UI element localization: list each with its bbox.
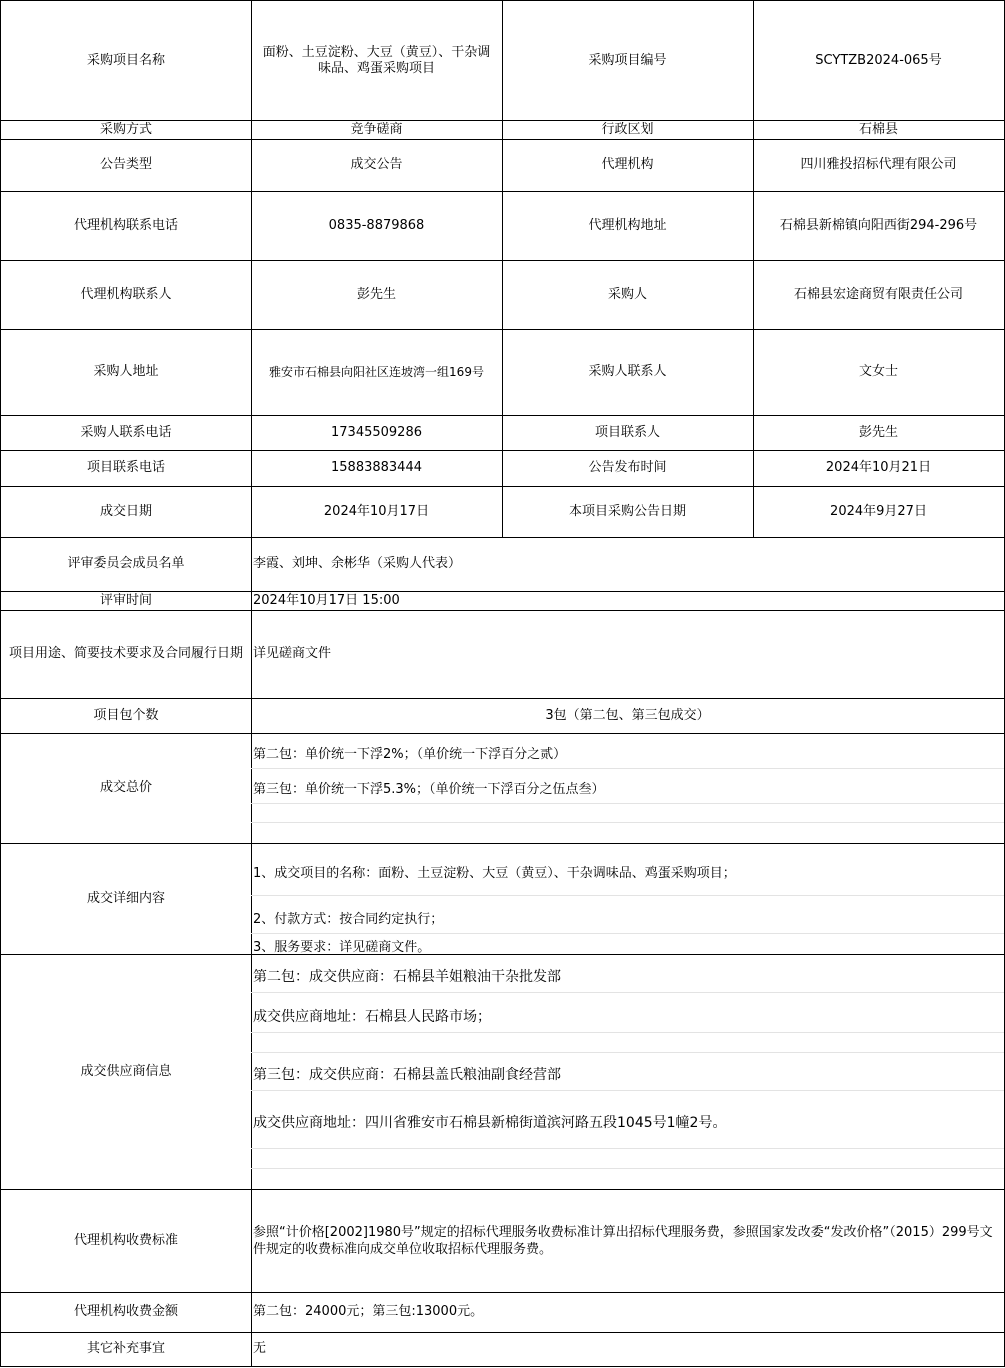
label-fee-amount: 代理机构收费金额 [0, 1292, 252, 1333]
label-method: 采购方式 [0, 120, 252, 140]
value-supplier [251, 954, 1005, 1190]
value-deal-date: 2024年10月17日 [251, 486, 503, 538]
value-agency-contact: 彭先生 [251, 260, 503, 330]
row-project-name [0, 0, 1005, 121]
grid-line [251, 1090, 1004, 1091]
label-agency-contact: 代理机构联系人 [0, 260, 252, 330]
value-publish-time: 2024年10月21日 [753, 450, 1005, 487]
grid-line [251, 1168, 1004, 1169]
label-project-number: 采购项目编号 [502, 0, 754, 121]
grid-line [251, 895, 1004, 896]
label-review-time: 评审时间 [0, 591, 252, 611]
label-package-count: 项目包个数 [0, 698, 252, 734]
value-detail [251, 843, 1005, 955]
grid-line [251, 822, 1004, 823]
value-purchaser: 石棉县宏途商贸有限责任公司 [753, 260, 1005, 330]
value-project-contact: 彭先生 [753, 415, 1005, 451]
total-price-line: 第二包：单价统一下浮2%；（单价统一下浮百分之贰） [253, 747, 567, 762]
value-review-committee: 李霞、刘坤、余彬华（采购人代表） [251, 537, 1005, 592]
label-project-use: 项目用途、简要技术要求及合同履行日期 [0, 610, 252, 699]
row-purchaser-address [0, 329, 1005, 416]
value-agency-address: 石棉县新棉镇向阳西街294-296号 [753, 191, 1005, 261]
total-price-line: 第三包：单价统一下浮5.3%；（单价统一下浮百分之伍点叁） [253, 782, 605, 797]
supplier-line: 第三包：成交供应商：石棉县盖氏粮油副食经营部 [253, 1067, 561, 1083]
row-review-committee [0, 537, 1005, 592]
label-project-name: 采购项目名称 [0, 0, 252, 121]
label-purchaser-contact: 采购人联系人 [502, 329, 754, 416]
row-review-time [0, 591, 1005, 611]
row-total-price [0, 733, 1005, 844]
label-deal-date: 成交日期 [0, 486, 252, 538]
row-purchaser-phone [0, 415, 1005, 451]
label-notice-type: 公告类型 [0, 139, 252, 192]
value-notice-type: 成交公告 [251, 139, 503, 192]
value-agency-phone: 0835-8879868 [251, 191, 503, 261]
value-agency: 四川雅投招标代理有限公司 [753, 139, 1005, 192]
grid-line [251, 933, 1004, 934]
value-project-use: 详见磋商文件 [251, 610, 1005, 699]
value-other: 无 [251, 1332, 1005, 1367]
label-region: 行政区划 [502, 120, 754, 140]
row-detail [0, 843, 1005, 955]
detail-line: 1、成交项目的名称：面粉、土豆淀粉、大豆（黄豆）、干杂调味品、鸡蛋采购项目； [253, 866, 736, 881]
row-agency-phone [0, 191, 1005, 261]
value-total-price [251, 733, 1005, 844]
label-review-committee: 评审委员会成员名单 [0, 537, 252, 592]
label-purchaser: 采购人 [502, 260, 754, 330]
value-project-name: 面粉、土豆淀粉、大豆（黄豆）、干杂调味品、鸡蛋采购项目 [251, 0, 503, 121]
label-fee-standard: 代理机构收费标准 [0, 1189, 252, 1293]
supplier-line: 第二包：成交供应商：石棉县羊姐粮油干杂批发部 [253, 969, 561, 985]
value-project-phone: 15883883444 [251, 450, 503, 487]
value-purchaser-contact: 文女士 [753, 329, 1005, 416]
grid-line [251, 1148, 1004, 1149]
grid-line [251, 803, 1004, 804]
label-agency-phone: 代理机构联系电话 [0, 191, 252, 261]
value-review-time: 2024年10月17日 15:00 [251, 591, 1005, 611]
value-region: 石棉县 [753, 120, 1005, 140]
grid-line [251, 1032, 1004, 1033]
supplier-line: 成交供应商地址：四川省雅安市石棉县新棉街道滨河路五段1045号1幢2号。 [253, 1115, 727, 1131]
row-fee-standard [0, 1189, 1005, 1293]
row-agency-contact [0, 260, 1005, 330]
row-package-count [0, 698, 1005, 734]
value-package-count: 3包（第二包、第三包成交） [251, 698, 1005, 734]
grid-line [251, 992, 1004, 993]
label-project-contact: 项目联系人 [502, 415, 754, 451]
row-deal-date [0, 486, 1005, 538]
row-project-use [0, 610, 1005, 699]
grid-line [251, 1052, 1004, 1053]
row-fee-amount [0, 1292, 1005, 1333]
row-method [0, 120, 1005, 140]
supplier-line: 成交供应商地址：石棉县人民路市场； [253, 1009, 491, 1025]
label-publish-time: 公告发布时间 [502, 450, 754, 487]
detail-line: 3、服务要求：详见磋商文件。 [253, 940, 431, 955]
row-notice-type [0, 139, 1005, 192]
row-other [0, 1332, 1005, 1367]
value-purchaser-phone: 17345509286 [251, 415, 503, 451]
detail-line: 2、付款方式：按合同约定执行； [253, 912, 444, 927]
value-fee-amount: 第二包：24000元；第三包:13000元。 [251, 1292, 1005, 1333]
row-supplier [0, 954, 1005, 1190]
label-notice-date: 本项目采购公告日期 [502, 486, 754, 538]
value-method: 竞争磋商 [251, 120, 503, 140]
label-supplier: 成交供应商信息 [0, 954, 252, 1190]
label-agency: 代理机构 [502, 139, 754, 192]
label-total-price: 成交总价 [0, 733, 252, 844]
value-fee-standard: 参照“计价格[2002]1980号”规定的招标代理服务收费标准计算出招标代理服务费，参照国家发改委“发改价格”（2015）299号文件规定的收费标准向成交单位收取招标代理服务费。 [251, 1189, 1005, 1293]
row-project-phone [0, 450, 1005, 487]
label-purchaser-address: 采购人地址 [0, 329, 252, 416]
value-project-number: SCYTZB2024-065号 [753, 0, 1005, 121]
label-agency-address: 代理机构地址 [502, 191, 754, 261]
label-other: 其它补充事宜 [0, 1332, 252, 1367]
label-purchaser-phone: 采购人联系电话 [0, 415, 252, 451]
value-notice-date: 2024年9月27日 [753, 486, 1005, 538]
label-detail: 成交详细内容 [0, 843, 252, 955]
grid-line [251, 768, 1004, 769]
value-purchaser-address: 雅安市石棉县向阳社区连坡湾一组169号 [251, 329, 503, 416]
label-project-phone: 项目联系电话 [0, 450, 252, 487]
